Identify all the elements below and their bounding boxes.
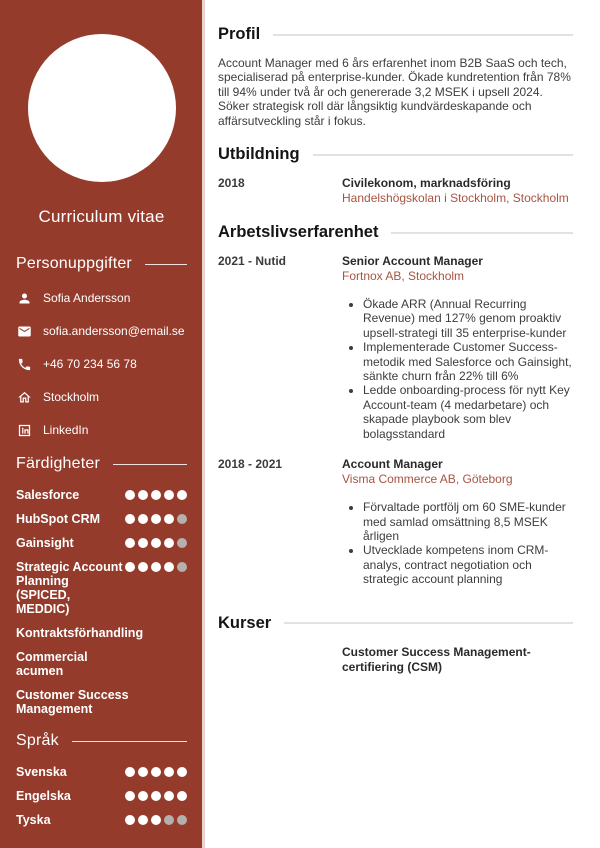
entry-body [342, 254, 573, 441]
language-item [16, 813, 187, 827]
contact-item-phone [16, 356, 187, 372]
language-rating [125, 765, 187, 777]
languages-heading: Språk [16, 732, 59, 749]
languages-list [16, 765, 187, 827]
entry-subtitle: Handelshögskolan i Stockholm, Stockholm [342, 191, 569, 206]
contact-heading-row [16, 255, 187, 273]
skill-item [16, 488, 187, 502]
rating-dot-filled [125, 514, 135, 524]
home-icon [16, 389, 32, 405]
skill-item [16, 688, 187, 716]
skill-item [16, 536, 187, 550]
language-label: Engelska [16, 789, 71, 803]
skills-list [16, 488, 187, 716]
rating-dot-filled [177, 791, 187, 801]
bullet-item: • Implementerade Customer Success-metodik med Salesforce och Gainsight, sänkte churn från 22% till 6% [363, 340, 573, 383]
profile-heading-row [218, 27, 573, 42]
contact-phone-text: +46 70 234 56 78 [43, 357, 137, 371]
languages-section [16, 732, 187, 827]
contact-item-email [16, 323, 187, 339]
rating-dot-filled [151, 538, 161, 548]
bullet-item: • Ledde onboarding-process för nytt Key Account-team (4 medarbetare) och skapade playbook som blev bolagsstandard [363, 383, 573, 441]
section-rule [273, 34, 573, 36]
skills-heading: Färdigheter [16, 455, 101, 472]
contact-linkedin-text[interactable]: LinkedIn [43, 423, 89, 437]
rating-dot-filled [164, 514, 174, 524]
language-item [16, 789, 187, 803]
experience-heading-row [218, 225, 573, 240]
skills-heading-row [16, 455, 187, 473]
section-rule [284, 622, 573, 624]
entry-title: Customer Success Management-certifiering (CSM) [342, 644, 531, 674]
rating-dot-filled [177, 490, 187, 500]
entry-body [342, 645, 573, 675]
education-heading: Utbildning [218, 145, 300, 164]
bullet-item: • Förvaltade portfölj om 60 SME-kunder med samlad omsättning 8,5 MSEK årligen [363, 500, 573, 543]
heading-rule [145, 264, 187, 265]
entry-title: Account Manager [342, 457, 443, 472]
courses-section [218, 613, 573, 675]
skill-rating [125, 488, 187, 500]
rating-dot-filled [151, 514, 161, 524]
rating-dot-filled [151, 815, 161, 825]
rating-dot-filled [138, 791, 148, 801]
entry-date: 2021 - Nutid [218, 254, 287, 269]
skill-rating [125, 512, 187, 524]
linkedin-icon [16, 422, 32, 438]
contact-list [16, 290, 187, 438]
education-entry [218, 176, 573, 206]
skill-item [16, 560, 187, 616]
entry-body [342, 457, 573, 586]
entry-subtitle: Visma Commerce AB, Göteborg [342, 472, 513, 487]
profile-heading: Profil [218, 25, 261, 43]
phone-icon [16, 356, 32, 372]
rating-dot-empty [177, 815, 187, 825]
heading-rule [113, 464, 187, 465]
rating-dot-empty [164, 815, 174, 825]
skills-section [16, 455, 187, 716]
skill-label: HubSpot CRM [16, 512, 101, 526]
rating-dot-filled [125, 791, 135, 801]
rating-dot-filled [151, 767, 161, 777]
language-label: Tyska [16, 813, 51, 827]
entry-title: Senior Account Manager [342, 254, 483, 269]
experience-entry [218, 457, 573, 586]
contact-item-linkedin [16, 422, 187, 438]
rating-dot-filled [125, 815, 135, 825]
rating-dot-filled [125, 562, 135, 572]
rating-dot-empty [177, 514, 187, 524]
rating-dot-empty [177, 562, 187, 572]
entry-subtitle: Fortnox AB, Stockholm [342, 269, 465, 284]
experience-section [218, 225, 573, 587]
language-item [16, 765, 187, 779]
entry-title: Civilekonom, marknadsföring [342, 176, 511, 191]
profile-text: Account Manager med 6 års erfarenhet inom B2B SaaS och tech, specialiserad på enterprise-kunder. Ökade kundretention från 78% till 94% under två år och genererade 3,2 MSEK i upsell 2024. Söker strategisk roll där långsiktig kundvärdeskapande och affärsutveckling står i fokus. [218, 56, 571, 128]
rating-dot-filled [164, 538, 174, 548]
rating-dot-filled [138, 767, 148, 777]
language-label: Svenska [16, 765, 67, 779]
bullet-item: • Ökade ARR (Annual Recurring Revenue) med 127% genom proaktiv upsell-strategi till 35 enterprise-kunder [363, 297, 573, 340]
avatar [28, 34, 176, 182]
rating-dot-filled [138, 538, 148, 548]
skill-item [16, 626, 187, 640]
rating-dot-empty [177, 538, 187, 548]
rating-dot-filled [138, 815, 148, 825]
contact-section [16, 255, 187, 438]
entry-bullets [342, 500, 573, 586]
rating-dot-filled [151, 791, 161, 801]
skill-label: Strategic Account Planning (SPICED, MEDDIC) [16, 560, 123, 616]
entry-date: 2018 - 2021 [218, 457, 283, 472]
education-section [218, 147, 573, 206]
rating-dot-filled [151, 562, 161, 572]
skill-rating [125, 536, 187, 548]
courses-heading-row [218, 613, 573, 632]
contact-location-text: Stockholm [43, 390, 100, 404]
cv-title: Curriculum vitae [38, 207, 165, 226]
skill-label: Gainsight [16, 536, 74, 550]
entry-date: 2018 [218, 176, 245, 191]
rating-dot-filled [138, 490, 148, 500]
skill-item [16, 650, 187, 678]
skill-label: Salesforce [16, 488, 80, 502]
skill-item [16, 512, 187, 526]
entry-body [342, 176, 573, 206]
entry-bullets [342, 297, 573, 441]
courses-heading: Kurser [218, 613, 272, 632]
section-rule [391, 232, 573, 234]
contact-heading: Personuppgifter [16, 255, 132, 272]
experience-heading: Arbetslivserfarenhet [218, 223, 379, 242]
bullet-item: • Utvecklade kompetens inom CRM-analys, contract negotiation och strategic account planning [363, 543, 573, 586]
rating-dot-filled [164, 562, 174, 572]
rating-dot-filled [164, 490, 174, 500]
language-rating [125, 789, 187, 801]
contact-name-text: Sofia Andersson [43, 291, 131, 305]
contact-item-location [16, 389, 187, 405]
rating-dot-filled [138, 562, 148, 572]
skill-rating [125, 560, 187, 572]
profile-section [218, 27, 573, 128]
rating-dot-filled [125, 767, 135, 777]
skill-label: Customer Success Management [16, 688, 129, 716]
email-icon [16, 323, 32, 339]
rating-dot-filled [177, 767, 187, 777]
experience-entry [218, 254, 573, 441]
education-heading-row [218, 147, 573, 162]
sidebar [0, 0, 205, 848]
languages-heading-row [16, 732, 187, 750]
course-entry [218, 645, 573, 675]
rating-dot-filled [164, 791, 174, 801]
rating-dot-filled [151, 490, 161, 500]
language-rating [125, 813, 187, 825]
rating-dot-filled [138, 514, 148, 524]
skill-label: Kontraktsförhandling [16, 626, 144, 640]
rating-dot-filled [125, 490, 135, 500]
person-icon [16, 290, 32, 306]
contact-item-name [16, 290, 187, 306]
skill-label: Commercial acumen [16, 650, 88, 678]
heading-rule [72, 741, 187, 742]
contact-email-text[interactable]: sofia.andersson@email.se [43, 324, 185, 338]
rating-dot-filled [125, 538, 135, 548]
rating-dot-filled [164, 767, 174, 777]
main-content [205, 0, 600, 848]
section-rule [313, 154, 573, 156]
